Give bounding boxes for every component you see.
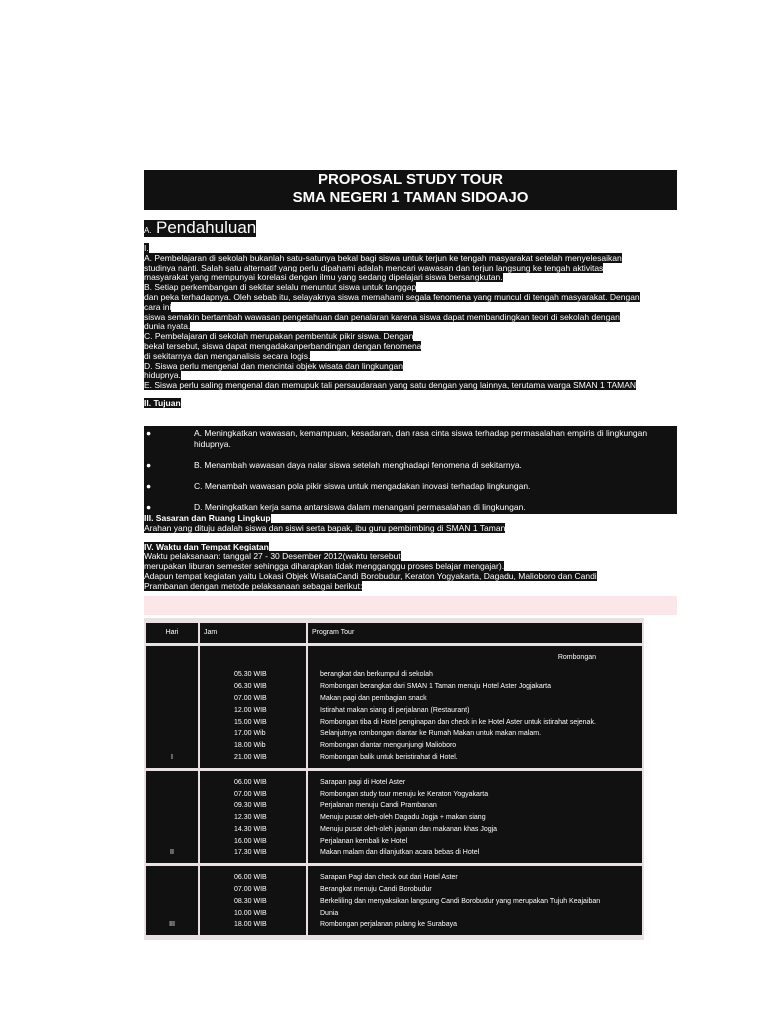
bullet-dot-icon: ● [146, 501, 152, 512]
intro-line-text: A. Pembelajaran di sekolah bukanlah satu-satunya bekal bagi siswa untuk terjun ke tengah masyarakat setelah menyelesaikan [144, 252, 622, 263]
time-text: 14.30 WIB [234, 825, 267, 833]
tujuan-item-text: B. Menambah wawasan daya nalar siswa setelah menghadapi fenomena di sekitarnya. [194, 459, 522, 470]
title-line-1: PROPOSAL STUDY TOUR [317, 171, 504, 188]
tujuan-item [146, 502, 675, 513]
activity-text: Sarapan pagi di Hotel Aster [320, 778, 406, 786]
activity-text: Sarapan Pagi dan check out dari Hotel Aster [320, 874, 458, 882]
time-cell [198, 866, 306, 935]
time-text: 12.30 WIB [234, 814, 267, 822]
activity-text: Selanjutnya rombongan diantar ke Rumah Makan untuk makan malam. [320, 730, 542, 738]
tujuan-item [146, 428, 675, 450]
section-marker: I. [144, 243, 149, 253]
intro-line [144, 381, 677, 391]
day-cell: II [146, 771, 198, 864]
intro-lines [144, 254, 677, 391]
title-line-2: SMA NEGERI 1 TAMAN SIDOAJO [292, 189, 529, 206]
waktu-line-text: Prambanan dengan metode pelaksanaan sebagai berikut: [144, 580, 363, 591]
activity-text: Rombongan study tour menuju ke Keraton Yogyakarta [320, 790, 489, 798]
activity-text: Rombongan perjalanan pulang ke Surabaya [320, 921, 457, 929]
intro-line-text: siswa semakin bertambah wawasan pengetahuan dan penalaran karena siswa dapat membandingkan teori di sekolah dengan [144, 311, 620, 322]
activity-text: Berangkat menuju Candi Borobudur [320, 886, 432, 894]
waktu-line-text: merupakan liburan semester sehingga diharapkan tidak mengganggu proses belajar mengajar). [144, 561, 505, 572]
time-text: 10.00 WIB [234, 909, 267, 917]
activity-text: Menuju pusat oleh-oleh Dagadu Jogja + makan siang [320, 814, 486, 822]
time-text: 06.00 WIB [234, 778, 267, 786]
intro-line-text: masyarakat yang mempunyai korelasi dengan ilmu yang sedang dipelajari siswa bersangkutan. [144, 272, 503, 283]
time-text: 08.30 WIB [234, 897, 267, 905]
activity-text: Makan malam dan dilanjutkan acara bebas di Hotel [320, 849, 480, 857]
activity-text: Rombongan berangkat dari SMAN 1 Taman menuju Hotel Aster Jogjakarta [320, 683, 551, 691]
schedule-table [146, 620, 642, 939]
intro-line-text: B. Setiap perkembangan di sekitar selalu menuntut siswa untuk tanggap [144, 282, 417, 293]
program-cell [306, 866, 642, 935]
activity-text: Rombongan balik untuk beristirahat di Hotel. [320, 753, 458, 761]
intro-line [144, 362, 677, 372]
header-hari: Hari [146, 623, 198, 643]
table-row [146, 866, 642, 935]
activity-text: Dunia [320, 909, 339, 917]
section-a-letter: A. [144, 226, 152, 235]
intro-line-text: D. Siswa perlu mengenal dan mencintai objek wisata dan lingkungan [144, 360, 403, 371]
intro-line-text: di sekitarnya dan menganalisis secara logis. [144, 350, 311, 361]
day-cell: III [146, 866, 198, 935]
tujuan-item-text: C. Menambah wawasan pola pikir siswa untuk mengadakan inovasi terhadap lingkungan. [194, 480, 531, 491]
tujuan-item-text: D. Meningkatkan kerja sama antarsiswa dalam menangani permasalahan di lingkungan. [194, 501, 526, 512]
intro-line-text: dan peka terhadapnya. Oleh sebab itu, selayaknya siswa memahami segala fenomena yang muncul di tengah masyarakat. Dengan [144, 291, 640, 302]
bullet-dot-icon: ● [146, 459, 152, 470]
time-text: 21.00 WIB [234, 753, 267, 761]
header-jam: Jam [198, 623, 306, 643]
intro-line-text: studinya nanti. Salah satu alternatif yang perlu dipahami adalah mencari wawasan dan terjun langsung ke tengah aktivitas [144, 262, 604, 273]
intro-line-text: hidupnya. [144, 370, 181, 381]
time-text: 18.00 Wib [234, 742, 266, 750]
activity-text: Perjalanan kembali ke Hotel [320, 837, 408, 845]
section-a-heading [144, 218, 677, 240]
time-cell [198, 646, 306, 768]
intro-line-text: dunia nyata. [144, 321, 191, 332]
tujuan-item [146, 481, 675, 492]
intro-line-text: C. Pembelajaran di sekolah merupakan pembentuk pikir siswa. Dengan [144, 331, 414, 342]
time-text: 17.30 WIB [234, 849, 267, 857]
activity-text: Menuju pusat oleh-oleh jajanan dan makanan khas Jogja [320, 825, 498, 833]
tujuan-item-text: A. Meningkatkan wawasan, kemampuan, kesadaran, dan rasa cinta siswa terhadap permasalahan empiris di lingkungan hidupnya. [194, 427, 648, 449]
rombongan-note: Rombongan [557, 653, 596, 661]
waktu-line [144, 582, 677, 592]
time-text: 05.30 WIB [234, 671, 267, 679]
time-text: 16.00 WIB [234, 837, 267, 845]
sasaran-section [144, 514, 677, 534]
time-text: 17.00 Wib [234, 730, 266, 738]
time-text: 09.30 WIB [234, 802, 267, 810]
waktu-line-text: Adapun tempat kegiatan yaitu Lokasi Objek WisataCandi Borobudur, Keraton Yogyakarta, Dagadu, Malioboro dan Candi [144, 570, 597, 581]
tujuan-list [144, 426, 677, 514]
time-text: 12.00 WIB [234, 706, 267, 714]
intro-line-text: bekal tersebut, siswa dapat mengadakanperbandingan dengan fenomena [144, 340, 422, 351]
activity-text: Perjalanan menuju Candi Prambanan [320, 802, 437, 810]
table-row [146, 771, 642, 864]
bullet-dot-icon: ● [146, 427, 152, 438]
intro-line-text: E. Siswa perlu saling mengenal dan memupuk tali persaudaraan yang satu dengan yang lainnya, terutama warga SMAN 1 TAMAN [144, 380, 637, 391]
tujuan-item [146, 460, 675, 471]
intro-line [144, 293, 677, 303]
program-cell [306, 771, 642, 864]
intro-line [144, 313, 677, 323]
document-page [144, 170, 677, 940]
intro-text [144, 244, 677, 391]
time-text: 18.00 WIB [234, 921, 267, 929]
table-header-row [146, 623, 642, 643]
time-text: 06.00 WIB [234, 874, 267, 882]
time-text: 07.00 WIB [234, 694, 267, 702]
time-text: 07.00 WIB [234, 886, 267, 894]
rincian-bar: V. Rincian Kegiatan [144, 596, 677, 615]
schedule-table-wrap [144, 618, 644, 941]
activity-text: Istirahat makan siang di perjalanan (Restaurant) [320, 706, 470, 714]
intro-line-text: cara ini [144, 301, 172, 312]
activity-text: Berkeliling dan menyaksikan langsung Candi Borobudur yang merupakan Tujuh Keajaiban [320, 897, 601, 905]
waktu-heading: IV. Waktu dan Tempat Kegiatan [144, 541, 269, 552]
table-row [146, 646, 642, 768]
waktu-section [144, 543, 677, 592]
activity-text: Makan pagi dan pembagian snack [320, 694, 427, 702]
tujuan-heading [144, 398, 677, 408]
sasaran-heading: III. Sasaran dan Ruang Lingkup [144, 512, 271, 523]
bullet-dot-icon: ● [146, 480, 152, 491]
tujuan-heading-text: II. Tujuan [144, 397, 181, 408]
time-cell [198, 771, 306, 864]
activity-text: Rombongan tiba di Hotel penginapan dan check in ke Hotel Aster untuk istirahat sejenak. [320, 718, 596, 726]
waktu-lines [144, 552, 677, 591]
title-box [144, 170, 677, 210]
sasaran-text: Arahan yang dituju adalah siswa dan siswi serta bapak, ibu guru pembimbing di SMAN 1 Taman [144, 522, 506, 533]
program-cell [306, 646, 642, 768]
section-a-title: Pendahuluan [156, 218, 257, 237]
day-cell: I [146, 646, 198, 768]
time-text: 06.30 WIB [234, 683, 267, 691]
waktu-line-text: Waktu pelaksanaan: tanggal 27 - 30 Desember 2012(waktu tersebut [144, 551, 401, 562]
time-text: 07.00 WIB [234, 790, 267, 798]
activity-text: Rombongan diantar mengunjungi Malioboro [320, 742, 457, 750]
activity-text: berangkat dan berkumpul di sekolah [320, 671, 433, 679]
time-text: 15.00 WIB [234, 718, 267, 726]
header-program: Program Tour [306, 623, 642, 643]
